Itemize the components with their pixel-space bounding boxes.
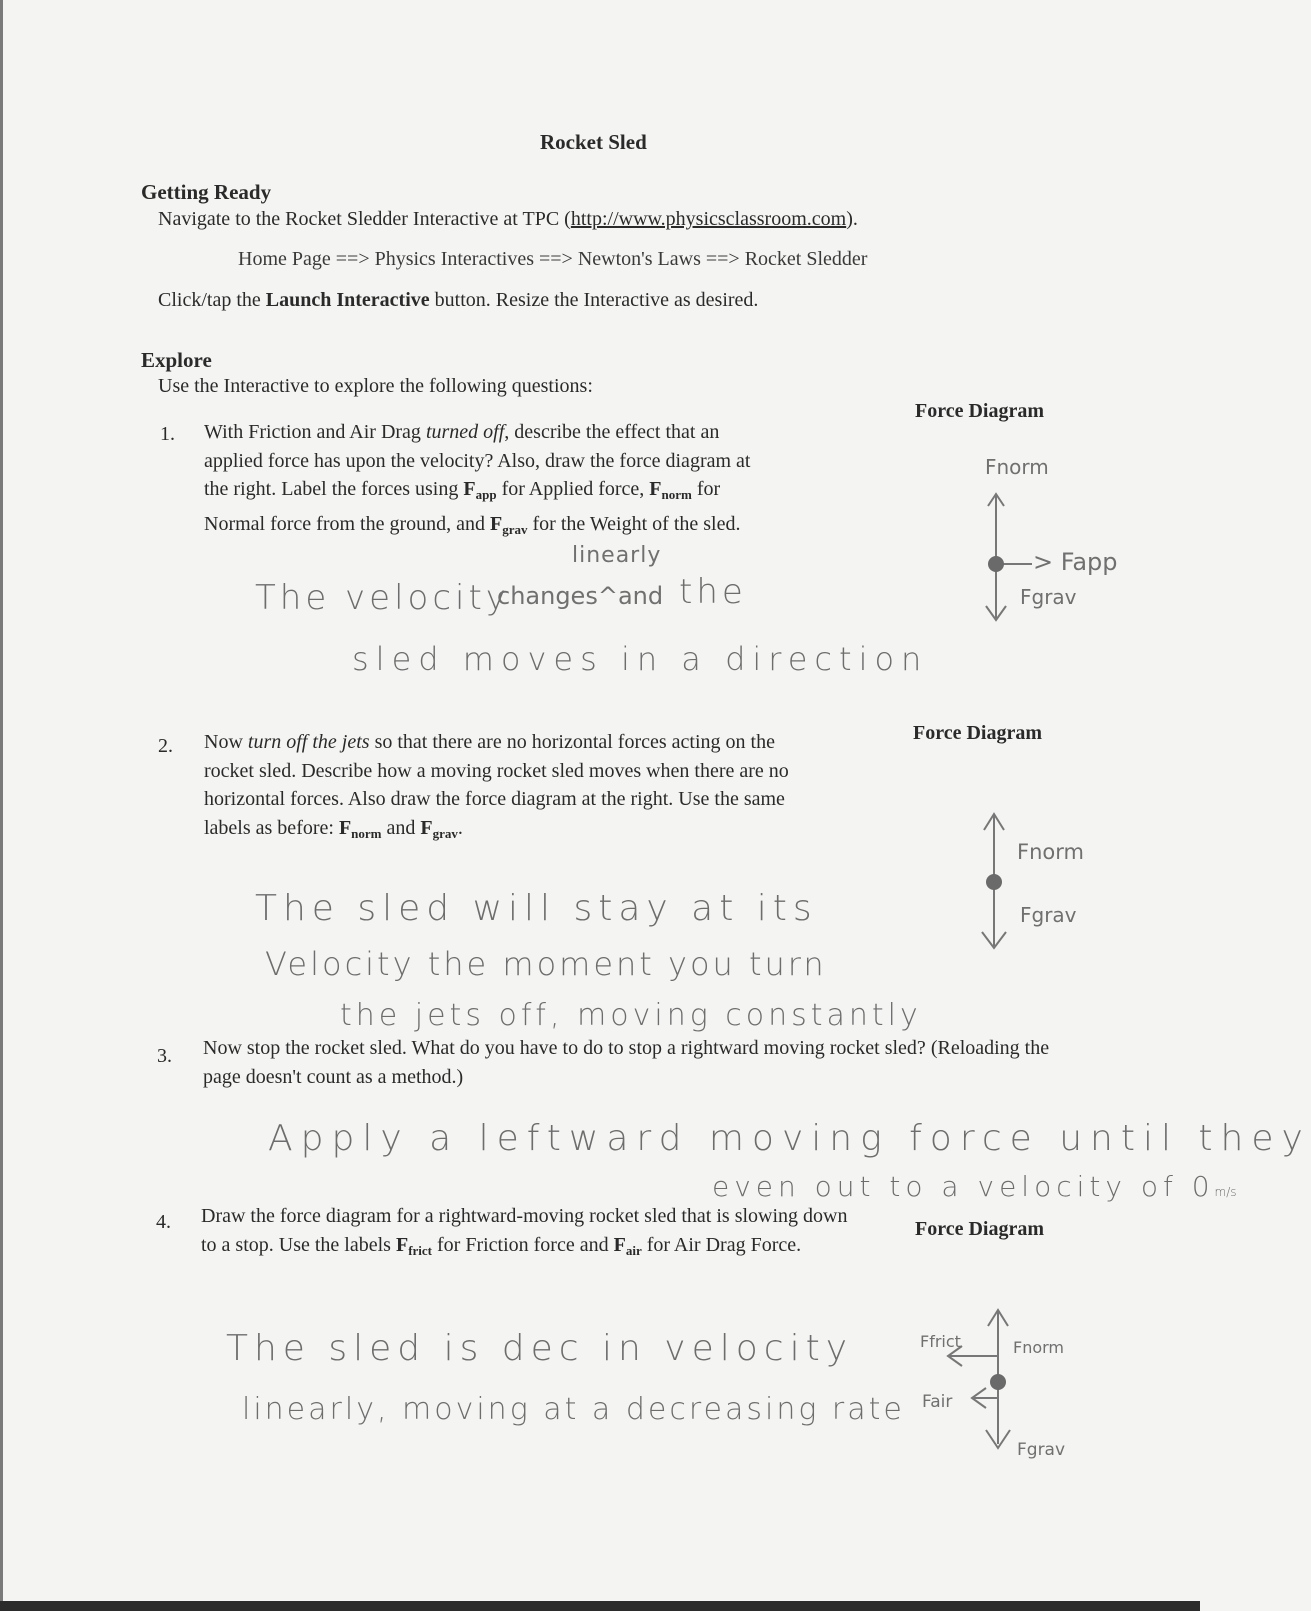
q4-answer-line1: The sled is dec in velocity	[226, 1328, 853, 1369]
explore-intro: Use the Interactive to explore the following questions:	[158, 375, 593, 397]
force-diagram-1-title: Force Diagram	[915, 400, 1045, 422]
q2-part2: so that there are no horizontal forces acting on the rocket sled. Describe how a moving rocket sled moves when there are no horizontal forces. Also draw the force diagram at the right. Use the same labels as before:	[204, 731, 789, 839]
q4-ffrict-sub: frict	[408, 1242, 432, 1258]
q2-answer-line3: the jets off, moving constantly	[340, 998, 922, 1033]
page-title: Rocket Sled	[540, 130, 647, 154]
diagram-1-fgrav-label: Fgrav	[1020, 585, 1077, 609]
q4-answer-line2: linearly, moving at a decreasing rate	[242, 1392, 905, 1427]
force-diagram-4	[940, 1308, 1040, 1458]
q2-fnorm: F	[338, 816, 352, 839]
q1-answer-line1b: changes^and	[497, 582, 664, 610]
q1-fapp-sub: app	[475, 487, 497, 502]
question-4-text	[201, 1202, 866, 1265]
q2-answer-line1: The sled will stay at its	[255, 888, 818, 929]
q2-answer-line2: Velocity the moment you turn	[265, 945, 827, 983]
q1-part4: for Normal force from the ground, and	[204, 478, 721, 535]
q2-part3: and	[381, 816, 421, 839]
q1-answer-insert: linearly	[572, 543, 662, 568]
q3-answer-line1: Apply a leftward moving force until they	[268, 1118, 1311, 1159]
diagram-4-fnorm-label: Fnorm	[1013, 1338, 1065, 1357]
navigation-path: Home Page ==> Physics Interactives ==> Newton's Laws ==> Rocket Sledder	[238, 248, 868, 270]
q2-fnorm-sub: norm	[351, 825, 382, 841]
q3-answer-text: even out to a velocity of 0	[712, 1170, 1215, 1203]
q1-italic: turned off	[425, 421, 505, 443]
q1-part2: , describe the effect that an applied force has upon the velocity? Also, draw the force diagram at the right. Label the forces using	[204, 421, 751, 500]
q1-answer-line2: sled moves in a direction	[352, 640, 929, 678]
question-2-text	[204, 728, 809, 848]
question-1-text	[204, 418, 779, 544]
q2-part1: Now	[204, 731, 248, 753]
launch-suffix: button. Resize the Interactive as desired.	[429, 289, 759, 311]
getting-ready-heading: Getting Ready	[141, 180, 272, 204]
diagram-2-fnorm-label: Fnorm	[1017, 840, 1084, 864]
launch-instruction	[158, 286, 758, 314]
q1-fapp: F	[463, 478, 476, 500]
q1-answer-line1a: The velocity	[255, 578, 510, 618]
question-3-number: 3.	[157, 1045, 172, 1067]
diagram-1-fnorm-label: Fnorm	[985, 455, 1049, 479]
q1-fgrav-sub: grav	[502, 521, 528, 537]
diagram-2-fgrav-label: Fgrav	[1020, 903, 1077, 927]
q1-fnorm-sub: norm	[661, 487, 692, 502]
q2-italic: turn off the jets	[247, 731, 370, 753]
launch-prefix: Click/tap the	[158, 289, 266, 311]
q3-answer-unit: m/s	[1214, 1185, 1237, 1199]
q2-fgrav: F	[420, 816, 433, 839]
force-diagram-2-title: Force Diagram	[913, 722, 1043, 744]
navigate-instruction	[158, 205, 858, 233]
question-1-number: 1.	[160, 423, 175, 445]
q4-part2: for Friction force and	[432, 1233, 614, 1256]
q2-part4: .	[457, 816, 463, 839]
navigate-suffix: ).	[846, 208, 858, 230]
force-diagram-4-title: Force Diagram	[915, 1218, 1045, 1240]
force-diagram-1	[960, 490, 1020, 630]
q1-fnorm: F	[649, 478, 662, 500]
physicsclassroom-link[interactable]: http://www.physicsclassroom.com	[570, 208, 847, 230]
page-edge-bottom	[0, 1601, 1200, 1611]
q4-fair-sub: air	[625, 1242, 642, 1258]
question-2-number: 2.	[158, 735, 173, 757]
q1-fgrav: F	[490, 512, 503, 535]
page-edge-left	[0, 0, 3, 1611]
q1-part3: for Applied force,	[496, 478, 650, 500]
q1-answer-line1c: the	[679, 572, 747, 612]
force-diagram-2	[970, 810, 1010, 960]
q4-part1: Draw the force diagram for a rightward-moving rocket sled that is slowing down to a stop. Use the labels	[201, 1205, 848, 1256]
explore-heading: Explore	[141, 348, 212, 372]
navigate-prefix: Navigate to the Rocket Sledder Interactive at TPC (	[158, 208, 571, 230]
diagram-4-fair-label: Fair	[922, 1392, 953, 1412]
diagram-4-ffrict-label: Ffrict	[920, 1332, 961, 1351]
q4-part3: for Air Drag Force.	[641, 1233, 802, 1256]
launch-interactive-label: Launch Interactive	[265, 289, 430, 311]
q4-ffrict: F	[395, 1233, 409, 1256]
question-3-text: Now stop the rocket sled. What do you have to do to stop a rightward moving rocket sled? (Reloading the page doesn't count as a method.)	[203, 1037, 1050, 1088]
diagram-4-fgrav-label: Fgrav	[1017, 1440, 1066, 1460]
q4-fair: F	[613, 1233, 626, 1256]
q1-part5: for the Weight of the sled.	[527, 512, 741, 535]
question-4-number: 4.	[156, 1211, 171, 1233]
q2-fgrav-sub: grav	[432, 825, 458, 841]
q3-answer-line2	[712, 1170, 1237, 1203]
q1-part1: With Friction and Air Drag	[204, 421, 426, 443]
diagram-1-fapp-label: > Fapp	[1033, 548, 1118, 576]
